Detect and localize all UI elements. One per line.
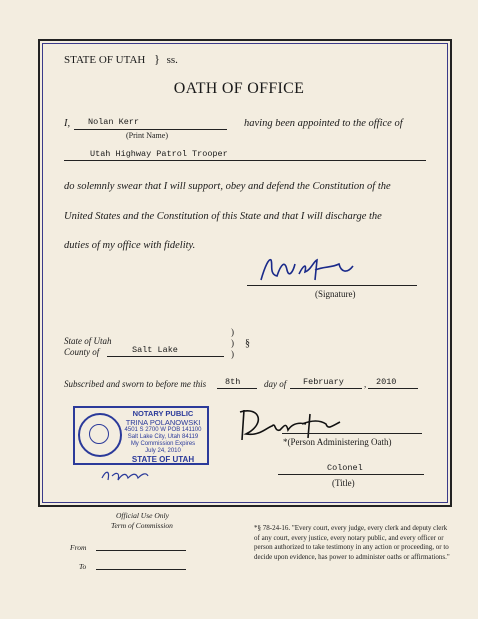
office-title: Utah Highway Patrol Trooper [90,149,228,159]
administering-line [282,433,422,434]
venue-state: State of Utah [64,336,112,346]
venue-brace: ) ) ) [231,327,234,359]
name-line [74,129,227,130]
county-value: Salt Lake [132,345,178,355]
administering-label: *(Person Administering Oath) [283,437,392,447]
brace: } [154,52,160,66]
county-line [107,356,224,357]
stamp-line-1: NOTARY PUBLIC [132,409,194,418]
section-mark: § [245,338,250,349]
from-label: From [70,543,87,552]
state-label: STATE OF UTAH [64,54,146,66]
day-of-label: day of [264,379,287,389]
notary-stamp [73,406,209,465]
month-value: February [303,377,344,387]
state-header [64,52,178,67]
county-label: County of [64,347,100,357]
i-prefix: I, [64,118,71,129]
official-use-label: Official Use Only [116,511,169,520]
day-value: 8th [225,377,241,387]
print-name-label: (Print Name) [126,131,168,140]
from-line [96,550,186,551]
year-sep: , [364,379,367,389]
signature-label: (Signature) [315,289,356,299]
stamp-line-3: 4501 S 2700 W POB 141100 [124,427,202,433]
year-line [368,388,418,389]
oath-line-3: duties of my office with fidelity. [64,240,196,251]
stamp-line-5: My Commission Expires [130,441,196,447]
officer-title: Colonel [327,463,363,473]
appointee-name: Nolan Kerr [88,117,140,127]
page-title: OATH OF OFFICE [173,80,305,97]
appointee-signature [255,252,365,288]
ss-label: ss. [166,54,178,66]
year-value: 2010 [376,377,397,387]
oath-line-1: do solemnly swear that I will support, obey and defend the Constitution of the [64,181,391,192]
office-line [64,160,426,161]
month-line [290,388,362,389]
title-label: (Title) [332,478,355,488]
to-line [96,569,186,570]
stamp-line-6: July 24, 2010 [145,448,181,454]
statute-footnote: *§ 78-24-16. "Every court, every judge, every clerk and deputy clerk of any court, every justice, every notary public, and every officer or person authorized to take testimony in any action or proceeding, or to decide upon evidence, has power to administer oaths or affirmations." [254,524,450,561]
stamp-line-4: Salt Lake City, Utah 84119 [127,434,199,440]
title-line [278,474,424,475]
day-line [217,388,257,389]
notary-initials [98,466,153,484]
stamp-line-7: STATE OF UTAH [131,455,195,464]
appointed-text: having been appointed to the office of [244,118,403,129]
signature-line [247,285,417,286]
stamp-line-2: TRINA POLANOWSKI [125,418,201,427]
notary-seal-icon [78,413,122,457]
term-of-commission-label: Term of Commission [111,521,173,530]
subscribed-text: Subscribed and sworn to before me this [64,379,207,389]
to-label: To [79,562,87,571]
oath-line-2: United States and the Constitution of this State and that I will discharge the [64,211,382,222]
